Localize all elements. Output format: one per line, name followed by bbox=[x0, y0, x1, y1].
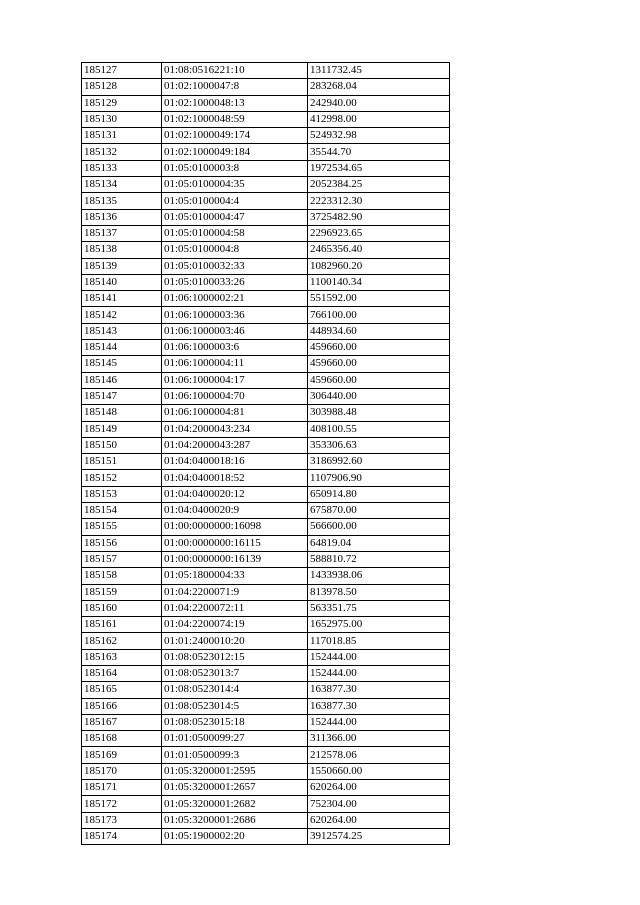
value-cell: 1082960.20 bbox=[308, 258, 450, 274]
cadastral-number-cell: 01:04:0400020:9 bbox=[162, 503, 308, 519]
value-cell: 588810.72 bbox=[308, 551, 450, 567]
table-row bbox=[82, 486, 450, 502]
cadastral-number-cell: 01:05:3200001:2595 bbox=[162, 763, 308, 779]
table-row bbox=[82, 160, 450, 176]
table-row bbox=[82, 584, 450, 600]
cadastral-number-cell: 01:04:0400018:16 bbox=[162, 454, 308, 470]
cadastral-number-cell: 01:05:0100003:8 bbox=[162, 160, 308, 176]
cadastral-number-cell: 01:05:0100004:58 bbox=[162, 225, 308, 241]
value-cell: 1311732.45 bbox=[308, 63, 450, 79]
cadastral-number-cell: 01:04:2200074:19 bbox=[162, 617, 308, 633]
table-row bbox=[82, 698, 450, 714]
value-cell: 408100.55 bbox=[308, 421, 450, 437]
table-row bbox=[82, 437, 450, 453]
table-row bbox=[82, 356, 450, 372]
cadastral-number-cell: 01:05:0100004:8 bbox=[162, 242, 308, 258]
table-row bbox=[82, 665, 450, 681]
cadastral-number-cell: 01:00:0000000:16139 bbox=[162, 551, 308, 567]
row-id-cell: 185174 bbox=[82, 828, 162, 844]
row-id-cell: 185133 bbox=[82, 160, 162, 176]
row-id-cell: 185164 bbox=[82, 665, 162, 681]
value-cell: 1107906.90 bbox=[308, 470, 450, 486]
cadastral-number-cell: 01:05:0100004:4 bbox=[162, 193, 308, 209]
cadastral-number-cell: 01:05:1900002:20 bbox=[162, 828, 308, 844]
row-id-cell: 185172 bbox=[82, 796, 162, 812]
table-row bbox=[82, 242, 450, 258]
value-cell: 1100140.34 bbox=[308, 274, 450, 290]
cadastral-number-cell: 01:04:2000043:287 bbox=[162, 437, 308, 453]
value-cell: 152444.00 bbox=[308, 714, 450, 730]
row-id-cell: 185145 bbox=[82, 356, 162, 372]
table-row bbox=[82, 307, 450, 323]
row-id-cell: 185134 bbox=[82, 177, 162, 193]
value-cell: 152444.00 bbox=[308, 649, 450, 665]
row-id-cell: 185139 bbox=[82, 258, 162, 274]
cadastral-number-cell: 01:05:3200001:2682 bbox=[162, 796, 308, 812]
table-row bbox=[82, 519, 450, 535]
row-id-cell: 185157 bbox=[82, 551, 162, 567]
table-row bbox=[82, 388, 450, 404]
table-row bbox=[82, 796, 450, 812]
row-id-cell: 185136 bbox=[82, 209, 162, 225]
row-id-cell: 185168 bbox=[82, 731, 162, 747]
table-row bbox=[82, 340, 450, 356]
cadastral-number-cell: 01:02:1000049:174 bbox=[162, 128, 308, 144]
row-id-cell: 185144 bbox=[82, 340, 162, 356]
table-row bbox=[82, 503, 450, 519]
cadastral-number-cell: 01:04:2200072:11 bbox=[162, 600, 308, 616]
cadastral-number-cell: 01:01:2400010:20 bbox=[162, 633, 308, 649]
table-row bbox=[82, 763, 450, 779]
row-id-cell: 185138 bbox=[82, 242, 162, 258]
cadastral-number-cell: 01:08:0516221:10 bbox=[162, 63, 308, 79]
data-sheet bbox=[81, 62, 449, 845]
table-row bbox=[82, 617, 450, 633]
cadastral-number-cell: 01:04:2000043:234 bbox=[162, 421, 308, 437]
row-id-cell: 185149 bbox=[82, 421, 162, 437]
cadastral-number-cell: 01:00:0000000:16115 bbox=[162, 535, 308, 551]
value-cell: 163877.30 bbox=[308, 698, 450, 714]
table-row bbox=[82, 63, 450, 79]
row-id-cell: 185141 bbox=[82, 291, 162, 307]
row-id-cell: 185170 bbox=[82, 763, 162, 779]
value-cell: 1972534.65 bbox=[308, 160, 450, 176]
value-cell: 2052384.25 bbox=[308, 177, 450, 193]
value-cell: 766100.00 bbox=[308, 307, 450, 323]
cadastral-number-cell: 01:02:1000049:184 bbox=[162, 144, 308, 160]
cadastral-number-cell: 01:04:0400018:52 bbox=[162, 470, 308, 486]
value-cell: 412998.00 bbox=[308, 111, 450, 127]
value-cell: 353306.63 bbox=[308, 437, 450, 453]
value-cell: 650914.80 bbox=[308, 486, 450, 502]
cadastral-number-cell: 01:02:1000048:59 bbox=[162, 111, 308, 127]
cadastral-number-cell: 01:06:1000004:70 bbox=[162, 388, 308, 404]
value-cell: 620264.00 bbox=[308, 780, 450, 796]
table-row bbox=[82, 780, 450, 796]
row-id-cell: 185173 bbox=[82, 812, 162, 828]
table-row bbox=[82, 551, 450, 567]
table-row bbox=[82, 731, 450, 747]
row-id-cell: 185148 bbox=[82, 405, 162, 421]
row-id-cell: 185142 bbox=[82, 307, 162, 323]
table-row bbox=[82, 828, 450, 844]
row-id-cell: 185152 bbox=[82, 470, 162, 486]
value-cell: 64819.04 bbox=[308, 535, 450, 551]
cadastral-number-cell: 01:02:1000047:8 bbox=[162, 79, 308, 95]
value-cell: 2465356.40 bbox=[308, 242, 450, 258]
value-cell: 563351.75 bbox=[308, 600, 450, 616]
value-cell: 459660.00 bbox=[308, 340, 450, 356]
value-cell: 459660.00 bbox=[308, 356, 450, 372]
value-cell: 1550660.00 bbox=[308, 763, 450, 779]
row-id-cell: 185128 bbox=[82, 79, 162, 95]
table-row bbox=[82, 225, 450, 241]
cadastral-number-cell: 01:06:1000003:6 bbox=[162, 340, 308, 356]
cadastral-number-cell: 01:08:0523014:5 bbox=[162, 698, 308, 714]
row-id-cell: 185131 bbox=[82, 128, 162, 144]
row-id-cell: 185167 bbox=[82, 714, 162, 730]
value-cell: 35544.70 bbox=[308, 144, 450, 160]
value-cell: 3912574.25 bbox=[308, 828, 450, 844]
cadastral-number-cell: 01:08:0523013:7 bbox=[162, 665, 308, 681]
value-cell: 212578.06 bbox=[308, 747, 450, 763]
value-cell: 551592.00 bbox=[308, 291, 450, 307]
cadastral-number-cell: 01:02:1000048:13 bbox=[162, 95, 308, 111]
value-cell: 163877.30 bbox=[308, 682, 450, 698]
value-cell: 620264.00 bbox=[308, 812, 450, 828]
cadastral-number-cell: 01:06:1000002:21 bbox=[162, 291, 308, 307]
cadastral-number-cell: 01:05:0100004:35 bbox=[162, 177, 308, 193]
row-id-cell: 185129 bbox=[82, 95, 162, 111]
cadastral-number-cell: 01:04:0400020:12 bbox=[162, 486, 308, 502]
row-id-cell: 185156 bbox=[82, 535, 162, 551]
value-cell: 524932.98 bbox=[308, 128, 450, 144]
cadastral-number-cell: 01:08:0523012:15 bbox=[162, 649, 308, 665]
value-cell: 566600.00 bbox=[308, 519, 450, 535]
cadastral-number-cell: 01:01:0500099:3 bbox=[162, 747, 308, 763]
table-row bbox=[82, 421, 450, 437]
value-cell: 2223312.30 bbox=[308, 193, 450, 209]
value-cell: 283268.04 bbox=[308, 79, 450, 95]
table-row bbox=[82, 193, 450, 209]
table-row bbox=[82, 111, 450, 127]
row-id-cell: 185153 bbox=[82, 486, 162, 502]
row-id-cell: 185135 bbox=[82, 193, 162, 209]
cadastral-number-cell: 01:06:1000003:36 bbox=[162, 307, 308, 323]
table-row bbox=[82, 812, 450, 828]
table-row bbox=[82, 177, 450, 193]
value-cell: 2296923.65 bbox=[308, 225, 450, 241]
row-id-cell: 185162 bbox=[82, 633, 162, 649]
table-row bbox=[82, 209, 450, 225]
row-id-cell: 185161 bbox=[82, 617, 162, 633]
cadastral-number-cell: 01:05:3200001:2657 bbox=[162, 780, 308, 796]
table-row bbox=[82, 568, 450, 584]
table-row bbox=[82, 535, 450, 551]
value-cell: 752304.00 bbox=[308, 796, 450, 812]
table-row bbox=[82, 372, 450, 388]
table-row bbox=[82, 291, 450, 307]
row-id-cell: 185147 bbox=[82, 388, 162, 404]
table-row bbox=[82, 144, 450, 160]
row-id-cell: 185166 bbox=[82, 698, 162, 714]
value-cell: 1433938.06 bbox=[308, 568, 450, 584]
value-cell: 311366.00 bbox=[308, 731, 450, 747]
row-id-cell: 185137 bbox=[82, 225, 162, 241]
row-id-cell: 185165 bbox=[82, 682, 162, 698]
row-id-cell: 185150 bbox=[82, 437, 162, 453]
cadastral-number-cell: 01:04:2200071:9 bbox=[162, 584, 308, 600]
cadastral-number-cell: 01:06:1000004:11 bbox=[162, 356, 308, 372]
table-row bbox=[82, 633, 450, 649]
value-cell: 152444.00 bbox=[308, 665, 450, 681]
cadastral-number-cell: 01:05:0100004:47 bbox=[162, 209, 308, 225]
row-id-cell: 185159 bbox=[82, 584, 162, 600]
row-id-cell: 185140 bbox=[82, 274, 162, 290]
value-cell: 242940.00 bbox=[308, 95, 450, 111]
table-row bbox=[82, 95, 450, 111]
value-cell: 1652975.00 bbox=[308, 617, 450, 633]
value-cell: 813978.50 bbox=[308, 584, 450, 600]
cadastral-number-cell: 01:05:1800004:33 bbox=[162, 568, 308, 584]
data-table bbox=[81, 62, 450, 845]
row-id-cell: 185130 bbox=[82, 111, 162, 127]
row-id-cell: 185127 bbox=[82, 63, 162, 79]
table-row bbox=[82, 470, 450, 486]
table-row bbox=[82, 747, 450, 763]
cadastral-number-cell: 01:06:1000004:17 bbox=[162, 372, 308, 388]
value-cell: 3186992.60 bbox=[308, 454, 450, 470]
cadastral-number-cell: 01:06:1000003:46 bbox=[162, 323, 308, 339]
value-cell: 306440.00 bbox=[308, 388, 450, 404]
table-row bbox=[82, 600, 450, 616]
table-row bbox=[82, 258, 450, 274]
cadastral-number-cell: 01:00:0000000:16098 bbox=[162, 519, 308, 535]
row-id-cell: 185160 bbox=[82, 600, 162, 616]
cadastral-number-cell: 01:08:0523015:18 bbox=[162, 714, 308, 730]
value-cell: 117018.85 bbox=[308, 633, 450, 649]
table-row bbox=[82, 682, 450, 698]
table-row bbox=[82, 405, 450, 421]
row-id-cell: 185163 bbox=[82, 649, 162, 665]
cadastral-number-cell: 01:06:1000004:81 bbox=[162, 405, 308, 421]
table-row bbox=[82, 454, 450, 470]
value-cell: 675870.00 bbox=[308, 503, 450, 519]
row-id-cell: 185169 bbox=[82, 747, 162, 763]
table-body bbox=[82, 63, 450, 845]
row-id-cell: 185171 bbox=[82, 780, 162, 796]
table-row bbox=[82, 323, 450, 339]
table-row bbox=[82, 274, 450, 290]
cadastral-number-cell: 01:05:0100033:26 bbox=[162, 274, 308, 290]
row-id-cell: 185132 bbox=[82, 144, 162, 160]
row-id-cell: 185155 bbox=[82, 519, 162, 535]
row-id-cell: 185158 bbox=[82, 568, 162, 584]
row-id-cell: 185151 bbox=[82, 454, 162, 470]
cadastral-number-cell: 01:08:0523014:4 bbox=[162, 682, 308, 698]
table-row bbox=[82, 79, 450, 95]
table-row bbox=[82, 649, 450, 665]
value-cell: 3725482.90 bbox=[308, 209, 450, 225]
cadastral-number-cell: 01:05:0100032:33 bbox=[162, 258, 308, 274]
value-cell: 448934.60 bbox=[308, 323, 450, 339]
cadastral-number-cell: 01:05:3200001:2686 bbox=[162, 812, 308, 828]
table-row bbox=[82, 714, 450, 730]
row-id-cell: 185146 bbox=[82, 372, 162, 388]
value-cell: 303988.48 bbox=[308, 405, 450, 421]
table-row bbox=[82, 128, 450, 144]
row-id-cell: 185143 bbox=[82, 323, 162, 339]
row-id-cell: 185154 bbox=[82, 503, 162, 519]
value-cell: 459660.00 bbox=[308, 372, 450, 388]
cadastral-number-cell: 01:01:0500099:27 bbox=[162, 731, 308, 747]
